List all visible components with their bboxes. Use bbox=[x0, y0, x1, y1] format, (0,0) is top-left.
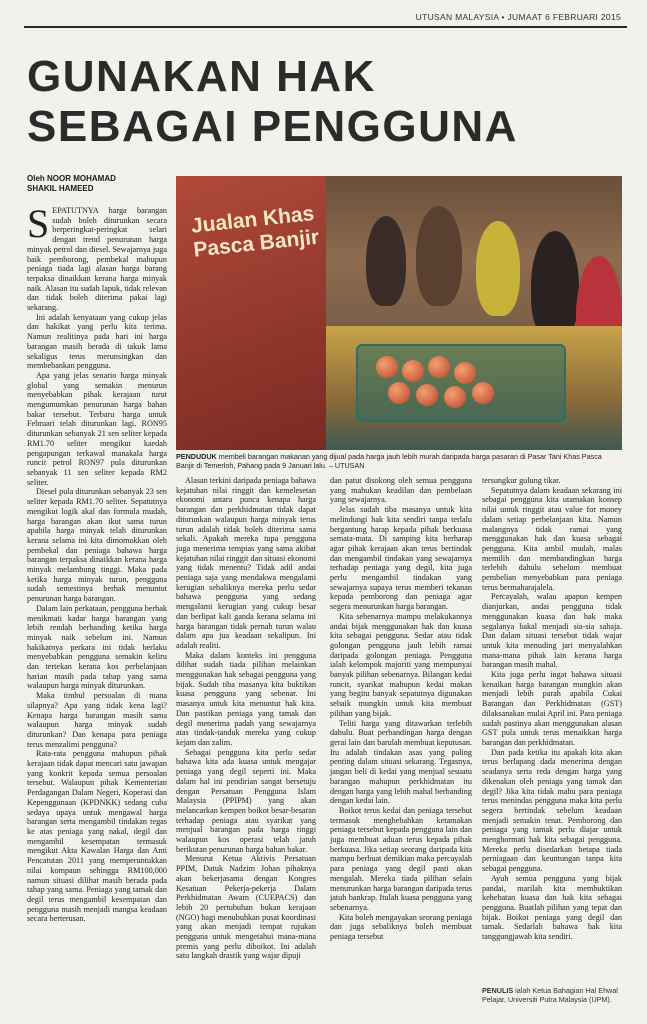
headline-line-1: GUNAKAN HAK bbox=[27, 52, 376, 101]
paragraph: SEPATUTNYA harga barangan sudah boleh diturunkan secara berperingkat-peringkat selari dengan trend penurunan harga minyak petrol dan diesel. Sewajarnya juga baik pemborong, pembekal mahupun peniaga tiada lagi alasan harga barang terpaksa dinaikkan kerana harga minyak naik. Alasan itu sudah lapuk, tidak relevan dan tidak boleh diterima pakai lagi sekarang. bbox=[27, 201, 167, 313]
article-column-4 bbox=[482, 476, 622, 1016]
photo-fruit bbox=[402, 360, 424, 382]
paragraph: Kita sebenarnya mampu melakukannya andai bijak menggunakan hak dan kuasa kita sebagai pengguna. Sedar atau tidak golongan pengguna jauh lebih ramai daripada golongan peniaga. Pengguna ialah kelompok majoriti yang mempunyai banyak pilihan sebenarnya. Bilangan kedai runcit, syarikat mahupun kedai makan yang begitu banyak sepatutnya digunakan sebaik mungkin untuk kita membuat pilihan yang bijak. bbox=[330, 611, 472, 718]
photo-fruit bbox=[454, 362, 476, 384]
byline bbox=[27, 174, 167, 194]
photo-caption bbox=[176, 452, 622, 470]
paragraph: Ini adalah kenyataan yang cukup jelas dan hakikat yang perlu kita terima. Namun realitinya pada hari ini harga barangan masih berada di takuk lama sekaligus terus merunsingkan dan membebankan pengguna. bbox=[27, 312, 167, 371]
photo-fruit bbox=[428, 356, 450, 378]
article-column-2 bbox=[176, 476, 316, 1016]
photo-fruit bbox=[416, 384, 438, 406]
headline-line-2: SEBAGAI PENGGUNA bbox=[27, 102, 518, 151]
article-photo bbox=[176, 176, 622, 450]
paragraph: Rata-rata pengguna mahupun pihak kerajaan tidak dapat mencari satu jawapan yang konkrit kepada semua persoalan tersebut. Walaupun pihak Kementerian Perdagangan Dalam Negeri, Koperasi dan Kepenggunaan (KPDNKK) sedang cuba sedaya upaya untuk mengawal harga barangan serta mengambil tindakan tegas ke atas peniaga yang nakal, degil dan mengambil kesempatan termasuk mengikut Akta Kawalan Harga dan Anti Pencatutan 2011 yang memperuntukkan nilai kompaun sehingga RM100,000 namun situasi dilihat masih berada pada tahap yang sama. Peniaga yang tamak dan degil terus mengambil kesempatan dan pengguna masih menjadi mangsa keadaan secara berterusan. bbox=[27, 749, 167, 924]
author-note-text: ialah Ketua Bahagian Hal Ehwal Pelajar, Universiti Putra Malaysia (UPM). bbox=[482, 986, 618, 1004]
paragraph: Ayuh semua pengguna yang bijak pandai, marilah kita membuktikan kehebatan kuasa dan hak kita sebagai pengguna. Buatlah pilihan yang tepat dan bijak. Boikot peniaga yang degil dan tamak. Sedarlah bahawa hak kita tanggungjawab kita sendiri. bbox=[482, 873, 622, 942]
paragraph: Kita boleh mengayakan seorang peniaga dan juga sebaliknya boleh membuat peniaga tersebut bbox=[330, 912, 472, 942]
paragraph: Sepatutnya dalam keadaan sekarang ini sebagai pengguna kita utamakan konsep nilai untuk ringgit atau value for money dalam setiap perbelanjaan kita. Namun malangnya tidak ramai yang menggunakan hak dan kuasa sebagai pengguna. Kita ambil mudah, malas memilih dan membandingkan harga terlebih dahulu sebelum membuat pembelian menyebabkan para peniaga terus bermaharajalela. bbox=[482, 485, 622, 592]
photo-fruit bbox=[388, 382, 410, 404]
paragraph: Kita juga perlu ingat bahawa situasi kenaikan harga barangan mungkin akan menjadi lebih parah apabila Cukai Barangan dan Perkhidmatan (GST) dilaksanakan mulai April ini. Para peniaga sudah pastinya akan menggunakan alasan GST pula untuk terus menaikkan harga barangan dan perkhidmatan. bbox=[482, 670, 622, 747]
photo-crowd-figure bbox=[531, 231, 579, 341]
paragraph: Menurut Ketua Aktivis Persatuan PPIM, Datuk Nadzim Johan pihaknya akan bekerjasama dengan Kongres Kesatuan Pekerja-pekerja Dalam Perkhidmatan Awam (CUEPACS) dan lebih 20 pertubuhan bukan kerajaan (NGO) bagi menubuhkan pusat koordinasi yang akan menjadi tempat rujukan pengguna untuk mengetahui mana-mana premis yang perlu diboikot. Ini adalah satu langkah drastik yang wajar dipuji bbox=[176, 854, 316, 961]
page-header bbox=[0, 0, 647, 40]
caption-lead: PENDUDUK bbox=[176, 452, 217, 461]
paragraph: Boikot terus kedai dan peniaga tersebut termasuk menghebahkan ketamakan peniaga tersebut kepada pengguna lain dan juga membuat aduan terus kepada pihak berkuasa. Jika setiap seorang daripada kita mampu berbuat demikian maka percayalah para peniaga yang degil pasti akan mengalah. Mereka tiada pilihan selain menurunkan harga barangan daripada terus jatuh bankrap. Itulah kuasa pengguna yang sebenarnya. bbox=[330, 805, 472, 912]
paragraph: Alasan terkini daripada peniaga bahawa kejatuhan nilai ringgit dan kemelesetan ekonomi antara punca kenapa harga barangan dan perkhidmatan tidak dapat diturunkan walaupun harga minyak terus turun adalah tidak boleh diterima sama sekali. Apakah mereka tupa pengguna juga menerima tempias yang sama akibat kejatuhan nilai ringgit dan situasi ekonomi yang tidak menentu? Tidak adil andai peniaga saja yang mendakwa mengalami kerugian sebaliknya mereka perlu sedar bahawa pengguna yang sedang mengalami kerugian yang cukup besar dan berlipat kali ganda kerana selama ini harga barangan tidak pernah turun walau dalam apa jua keadaan sekalipun. Ini adalah realiti. bbox=[176, 476, 316, 650]
photo-banner-text: Jualan Khas Pasca Banjir bbox=[189, 201, 321, 262]
paragraph: Teliti harga yang ditawarkan terlebih dahulu. Buat perbandingan harga dengan gerai lain dan barulah membuat keputusan. Itu adalah tindakan asas yang paling penting dalam situasi sekarang. Tegasnya, jangan beli di kedai yang menjual sesuatu barangan mahupun perkhidmatan itu dengan harga yang lebih mahal berbanding dengan kedai lain. bbox=[330, 718, 472, 806]
paragraph: Diesel pula diturunkan sebanyak 23 sen seliter kepada RM1.70 seliter. Sepatutnya mengikut logik akal dan formula mudah, harga barangan akan ikut sama turun apabila harga minyak telah diturunkan kerana selama ini kita dimomokkan oleh pembekal dan peniaga bahawa harga barangan terpaksa dinaikkan kerana harga minyak melambung tinggi. Maka pada ketika harga minyak turun, pengguna sudah semestinya berhak menuntut penurunan harga barangan. bbox=[27, 487, 167, 604]
paragraph: tersungkur gulung tikar. bbox=[482, 476, 561, 485]
caption-text: membeli barangan makanan yang dijual pada harga jauh lebih murah daripada harga pasaran di Pasar Tani Khas Pasca Banjir di Temerloh, Pahang pada 9 Januari lalu. – UTUSAN bbox=[176, 452, 602, 470]
headline bbox=[27, 52, 627, 152]
photo-fruit bbox=[472, 382, 494, 404]
photo-banner bbox=[176, 176, 326, 450]
paragraph: Dalam lain perkataan, pengguna berhak menikmati kadar harga barangan yang lebih rendah berbanding ketika harga minyak naik sebelum ini. Namun hakikatnya perkara ini tidak berlaku menyebabkan pengguna semakin keliru dan tertekan kerana kos perbelanjaan harian masih pada tahap yang sama walaupun harga minyak diturunkan. bbox=[27, 603, 167, 691]
photo-fruit bbox=[444, 386, 466, 408]
header-rule bbox=[24, 26, 627, 28]
byline-line-1: Oleh NOOR MOHAMAD bbox=[27, 174, 116, 183]
photo-crowd-figure bbox=[476, 221, 520, 316]
photo-crowd-figure bbox=[366, 216, 406, 306]
author-note bbox=[482, 986, 622, 1004]
drop-cap: S bbox=[27, 201, 50, 246]
paragraph: Maka dalam konteks ini pengguna dilihat sudah tiada pilihan melainkan menggunakan hak sebagai pengguna yang bijak. Sudah tiba masanya kita buktikan kuasa pengguna yang sebenar. Ini masanya untuk kita menuntut hak kita. Dan pastikan peniaga yang tamak dan degil menerima padah yang sewajarnya atas tindak-tanduk mereka yang cukup kejam dan zalim. bbox=[176, 650, 316, 747]
photo-crowd-figure bbox=[416, 206, 462, 306]
article-column-3 bbox=[330, 476, 472, 1016]
masthead: UTUSAN MALAYSIA • JUMAAT 6 FEBRUARI 2015 bbox=[415, 12, 621, 22]
paragraph: Maka timbul persoalan di mana silapnya? Apa yang tidak kena lagi? Kenapa harga barangan masih sama walaupun harga minyak sudah diturunkan? Dan kenapa para peniaga terus menzalimi pengguna? bbox=[27, 691, 167, 749]
photo-fruit bbox=[376, 356, 398, 378]
byline-line-2: SHAKIL HAMEED bbox=[27, 184, 94, 193]
paragraph: dan patut disokong oleh semua pengguna yang mahukan keadilan dan pembelaan yang sewajarnya. bbox=[330, 476, 472, 505]
paragraph: Jelas sudah tiba masanya untuk kita melindungi hak kita sendiri tanpa terlalu bergantung harap kepada pihak berkuasa semata-mata. Di samping kita berharap agar pihak kerajaan akan terus bertindak dan mengambil tindakan yang sewajarnya terhadap peniaga yang degil, kita juga perlu mengambil tindakan yang sewajarnya supaya terus memberi tekanan kepada pemborong dan peniaga agar segera menurunkan harga barangan. bbox=[330, 505, 472, 612]
paragraph: Apa yang jelas senario harga minyak global yang semakin menurun menyebabkan pihak kerajaan turut mengumumkan penurunan harga bahan bakar tersebut. Terbaru harga untuk Februari telah diturunkan lagi. RON95 diturunkan sebanyak 21 sen seliter kepada RM1.70 seliter mengikut kaedah pengapungan terkawal manakala harga runcit petrol RON97 pula diturunkan sebanyak 11 sen seliter kepada RM2 seliter. bbox=[27, 370, 167, 487]
paragraph: Sebagai pengguna kita perlu sedar bahawa kita ada kuasa untuk mengajar peniaga yang degil seperti ini. Maka dalam hal ini pendirian sangat bersetuju dengan Persatuan Pengguna Islam Malaysia (PPIPM) yang akan melancarkan kempen boikot besar-besaran terhadap peniaga atau syarikat yang menjual barangan pada harga tinggi walaupun kos operasi telah jatuh berikutan penurunan harga bahan bakar. bbox=[176, 747, 316, 854]
paragraph: Dan pada ketika itu apakah kita akan terus berlapang dada menerima dengan seadanya serta reda dengan harga yang dikenakan oleh peniaga yang tamak dan degil? Jika kita tidak mahu para peniaga terus menindas pengguna maka kita perlu segera bertindak sebelum keadaan menjadi semakin tenat. Pemborong dan peniaga yang tamak perlu diajar untuk menghormati hak kita sebagai pengguna. Mereka perlu disedarkan betapa tiada perniagaan dan keuntungan tanpa kita sebagai pengguna. bbox=[482, 747, 622, 874]
article-column-1 bbox=[27, 201, 167, 998]
paragraph: Percayalah, walau apapun kempen dianjurkan, andai pengguna tidak menggunakan kuasa dan hak maka segalanya bakal menjadi sia-sia sahaja. Dan dalam situasi tersebut tidak wajar untuk kita menuding jari menyalahkan mana-mana pihak lain kerana harga barangan masih mahal. bbox=[482, 592, 622, 670]
author-note-label: PENULIS bbox=[482, 986, 514, 995]
